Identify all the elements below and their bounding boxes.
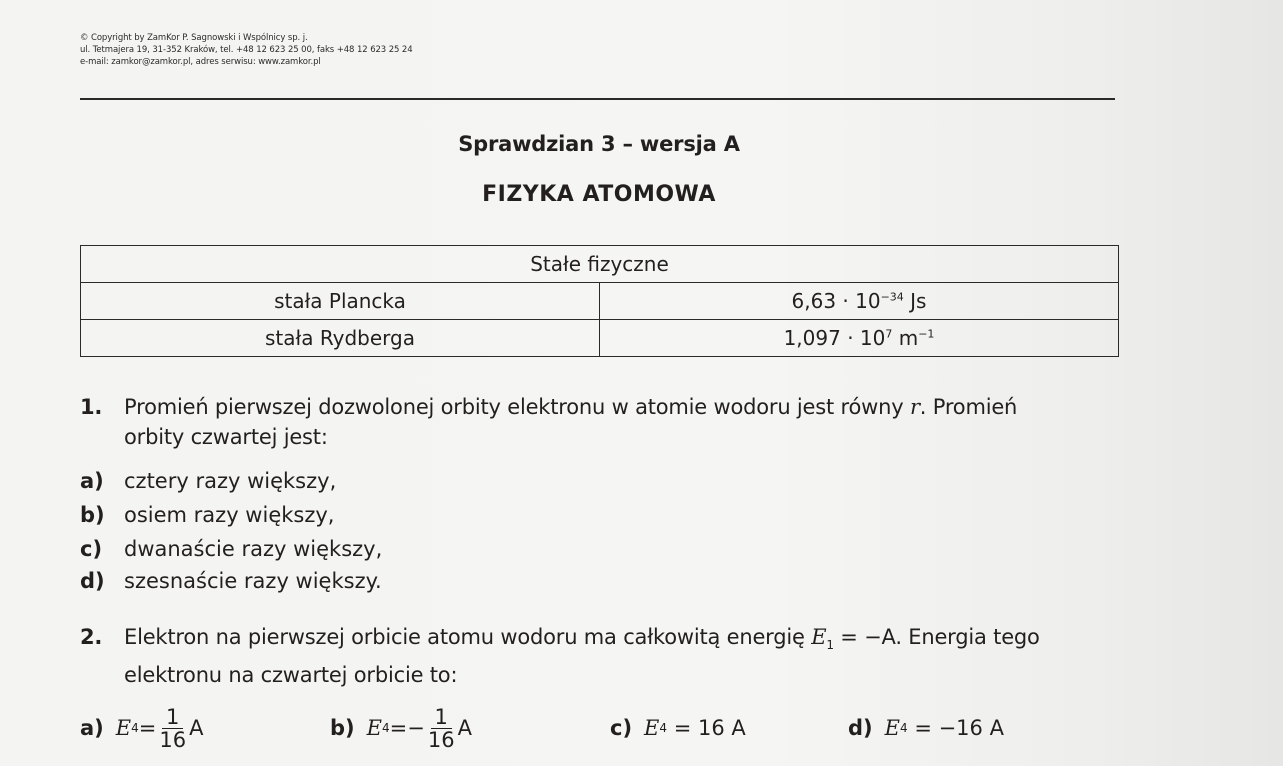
copyright-line: © Copyright by ZamKor P. Sagnowski i Wspólnicy sp. j. (80, 33, 308, 43)
header-divider (80, 98, 1115, 100)
constants-table (80, 245, 1119, 357)
question-1: 1. Promień pierwszej dozwolonej orbity elektronu w atomie wodoru jest równy r. Promień orbity czwartej jest: (80, 392, 1017, 452)
constant-value: $1,097 \cdot 10^7$ $m^{-1}$ (600, 320, 1119, 357)
answer-option[interactable]: b) E 4 =− $\frac{1}{16}$ A (330, 704, 472, 752)
constant-name: stała Plancka (81, 283, 600, 320)
address-line: ul. Tetmajera 19, 31-352 Kraków, tel. +48 12 623 25 00, faks +48 12 623 25 24 (80, 45, 413, 55)
answer-option[interactable]: a) E 4 = $\frac{1}{16}$ A (80, 704, 204, 752)
contact-line: e-mail: zamkor@zamkor.pl, adres serwisu: www.zamkor.pl (80, 57, 321, 67)
page-title: FIZYKA ATOMOWA (482, 182, 716, 207)
constant-value: $6,63 \cdot 10^{-34}$ Js (600, 283, 1119, 320)
answer-option[interactable]: d) szesnaście razy większy. (80, 569, 382, 593)
constants-table-heading: Stałe fizyczne (81, 246, 1119, 283)
question-number: 1. (80, 395, 103, 419)
answer-option[interactable]: a) cztery razy większy, (80, 469, 337, 493)
answer-option[interactable]: c) E 4 = 16 A (610, 716, 746, 740)
publisher-header (80, 32, 413, 68)
question-2: 2. Elektron na pierwszej orbicie atomu wodoru ma całkowitą energię $E_1 = -A$. Energia tego elektronu na czwartej orbicie to: (80, 622, 1040, 690)
table-row (81, 283, 1119, 320)
answer-option[interactable]: b) osiem razy większy, (80, 503, 335, 527)
constant-name: stała Rydberga (81, 320, 600, 357)
table-row (81, 320, 1119, 357)
answer-option[interactable]: c) dwanaście razy większy, (80, 537, 383, 561)
q2-answers (80, 700, 1180, 756)
test-title: Sprawdzian 3 – wersja A (458, 132, 740, 156)
question-number: 2. (80, 625, 103, 649)
answer-option[interactable]: d) E 4 = −16 A (848, 716, 1004, 740)
